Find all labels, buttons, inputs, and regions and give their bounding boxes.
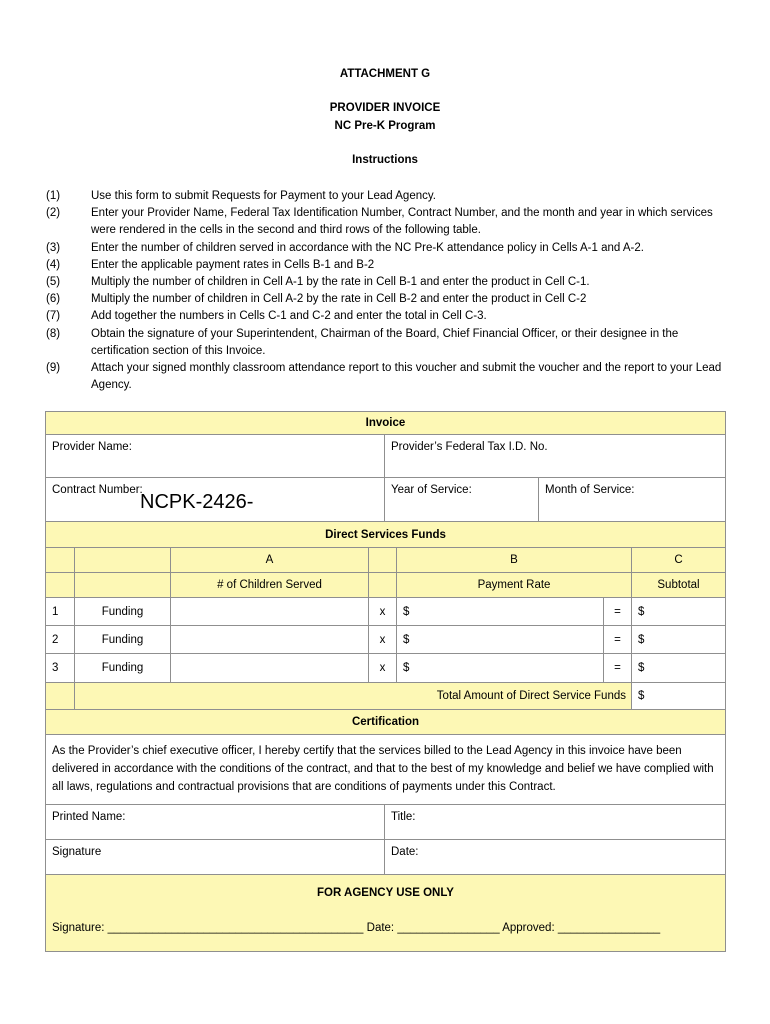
instruction-text: Add together the numbers in Cells C-1 and C-2 and enter the total in Cell C-3.: [91, 310, 487, 323]
blank-cell: [74, 547, 171, 573]
date-label: Date:: [391, 846, 419, 858]
instruction-number: (5): [46, 276, 61, 289]
column-a-label: # of Children Served: [170, 572, 369, 598]
row-number: 2: [45, 625, 75, 654]
direct-services-heading: Direct Services Funds: [45, 521, 726, 548]
instruction-number: (2): [46, 207, 61, 220]
payment-rate-input[interactable]: $: [396, 597, 604, 626]
instruction-text: Enter your Provider Name, Federal Tax Identification Number, Contract Number, and the month and year in which services were rendered in the cells in the second and third rows of the following table.: [91, 207, 713, 237]
instruction-text: Attach your signed monthly classroom attendance report to this voucher and submit the voucher and the report to your Lead Agency.: [91, 362, 722, 392]
signature-field[interactable]: [45, 839, 385, 875]
printed-name-label: Printed Name:: [52, 811, 126, 823]
instruction-item: [46, 326, 736, 360]
children-served-input[interactable]: [170, 625, 369, 654]
multiply-sign: x: [368, 653, 397, 683]
instruction-item: [46, 274, 736, 291]
agency-use-heading: FOR AGENCY USE ONLY: [317, 887, 454, 899]
equals-sign: =: [603, 653, 632, 683]
contract-number-value[interactable]: NCPK-2426-: [140, 491, 254, 513]
children-served-input[interactable]: [170, 653, 369, 683]
instruction-number: (3): [46, 241, 61, 254]
signature-label: Signature: [52, 846, 102, 858]
blank-cell: [45, 682, 75, 710]
column-b-label: Payment Rate: [396, 572, 632, 598]
row-number: 3: [45, 653, 75, 683]
equals-sign: =: [603, 625, 632, 654]
instruction-item: [46, 257, 736, 274]
equals-sign: =: [603, 597, 632, 626]
payment-rate-input[interactable]: $: [396, 625, 604, 654]
instruction-number: (7): [46, 310, 61, 323]
children-served-input[interactable]: [170, 597, 369, 626]
instruction-text: Obtain the signature of your Superintendent, Chairman of the Board, Chief Financial Officer, or their designee in the certification section of this Invoice.: [91, 327, 679, 357]
invoice-title: PROVIDER INVOICE: [329, 102, 441, 114]
subtotal-input[interactable]: $: [631, 653, 726, 683]
instruction-number: (9): [46, 362, 61, 375]
date-field[interactable]: [384, 839, 726, 875]
printed-name-field[interactable]: [45, 804, 385, 840]
subtotal-input[interactable]: $: [631, 597, 726, 626]
title-label: Title:: [391, 811, 416, 823]
instruction-item: [46, 205, 736, 239]
instruction-text: Multiply the number of children in Cell A-2 by the rate in Cell B-2 and enter the product in Cell C-2: [91, 293, 587, 306]
month-of-service-field[interactable]: [538, 477, 726, 522]
instruction-number: (1): [46, 190, 61, 202]
row-label: Funding: [74, 625, 171, 654]
blank-cell: [45, 572, 75, 598]
instruction-number: (6): [46, 293, 61, 306]
instructions-heading: Instructions: [352, 154, 418, 166]
row-label: Funding: [74, 597, 171, 626]
instruction-number: (4): [46, 258, 61, 271]
invoice-form: [45, 411, 726, 952]
certification-heading: Certification: [45, 709, 726, 735]
instruction-number: (8): [46, 327, 61, 340]
instruction-item: [46, 188, 736, 205]
instruction-item: [46, 291, 736, 308]
column-c-letter: C: [631, 547, 726, 573]
attachment-label: ATTACHMENT G: [339, 68, 431, 80]
provider-name-label: Provider Name:: [52, 441, 132, 453]
multiply-sign: x: [368, 597, 397, 626]
instructions-list: [46, 188, 736, 394]
row-label: Funding: [74, 653, 171, 683]
title-field[interactable]: [384, 804, 726, 840]
year-of-service-label: Year of Service:: [391, 484, 472, 496]
column-b-letter: B: [396, 547, 632, 573]
agency-use-section: [45, 874, 726, 952]
month-of-service-label: Month of Service:: [545, 484, 635, 496]
row-number: 1: [45, 597, 75, 626]
tax-id-label: Provider’s Federal Tax I.D. No.: [391, 441, 548, 453]
agency-signature-line[interactable]: Signature: ________________________________________ Date: ________________ Approved: ________________: [52, 922, 661, 934]
instruction-item: [46, 360, 736, 394]
blank-cell: [368, 547, 397, 573]
instruction-text: Enter the applicable payment rates in Cells B-1 and B-2: [91, 258, 375, 271]
contract-number-label: Contract Number:: [52, 484, 143, 496]
provider-name-field[interactable]: [45, 434, 385, 478]
multiply-sign: x: [368, 625, 397, 654]
instruction-text: Multiply the number of children in Cell A-1 by the rate in Cell B-1 and enter the product in Cell C-1.: [91, 276, 590, 289]
total-input[interactable]: $: [631, 682, 726, 710]
certification-text: As the Provider’s chief executive officer, I hereby certify that the services billed to the Lead Agency in this invoice have been delivered in accordance with the conditions of the contract, and that to the best of my knowledge and belief we have complied with all laws, regulations and contractual provisions that are conditions of payments under this Contract.: [45, 734, 726, 805]
blank-cell: [74, 572, 171, 598]
instruction-item: [46, 240, 736, 257]
blank-cell: [45, 547, 75, 573]
year-of-service-field[interactable]: [384, 477, 539, 522]
program-name: NC Pre-K Program: [334, 120, 436, 132]
column-c-label: Subtotal: [631, 572, 726, 598]
subtotal-input[interactable]: $: [631, 625, 726, 654]
column-a-letter: A: [170, 547, 369, 573]
tax-id-field[interactable]: [384, 434, 726, 478]
instruction-text: Use this form to submit Requests for Payment to your Lead Agency.: [91, 190, 436, 202]
instruction-text: Enter the number of children served in accordance with the NC Pre-K attendance policy in Cells A-1 and A-2.: [91, 241, 644, 254]
instruction-item: [46, 308, 736, 325]
payment-rate-input[interactable]: $: [396, 653, 604, 683]
invoice-heading: Invoice: [45, 411, 726, 435]
blank-cell: [368, 572, 397, 598]
total-label: Total Amount of Direct Service Funds: [74, 682, 632, 710]
